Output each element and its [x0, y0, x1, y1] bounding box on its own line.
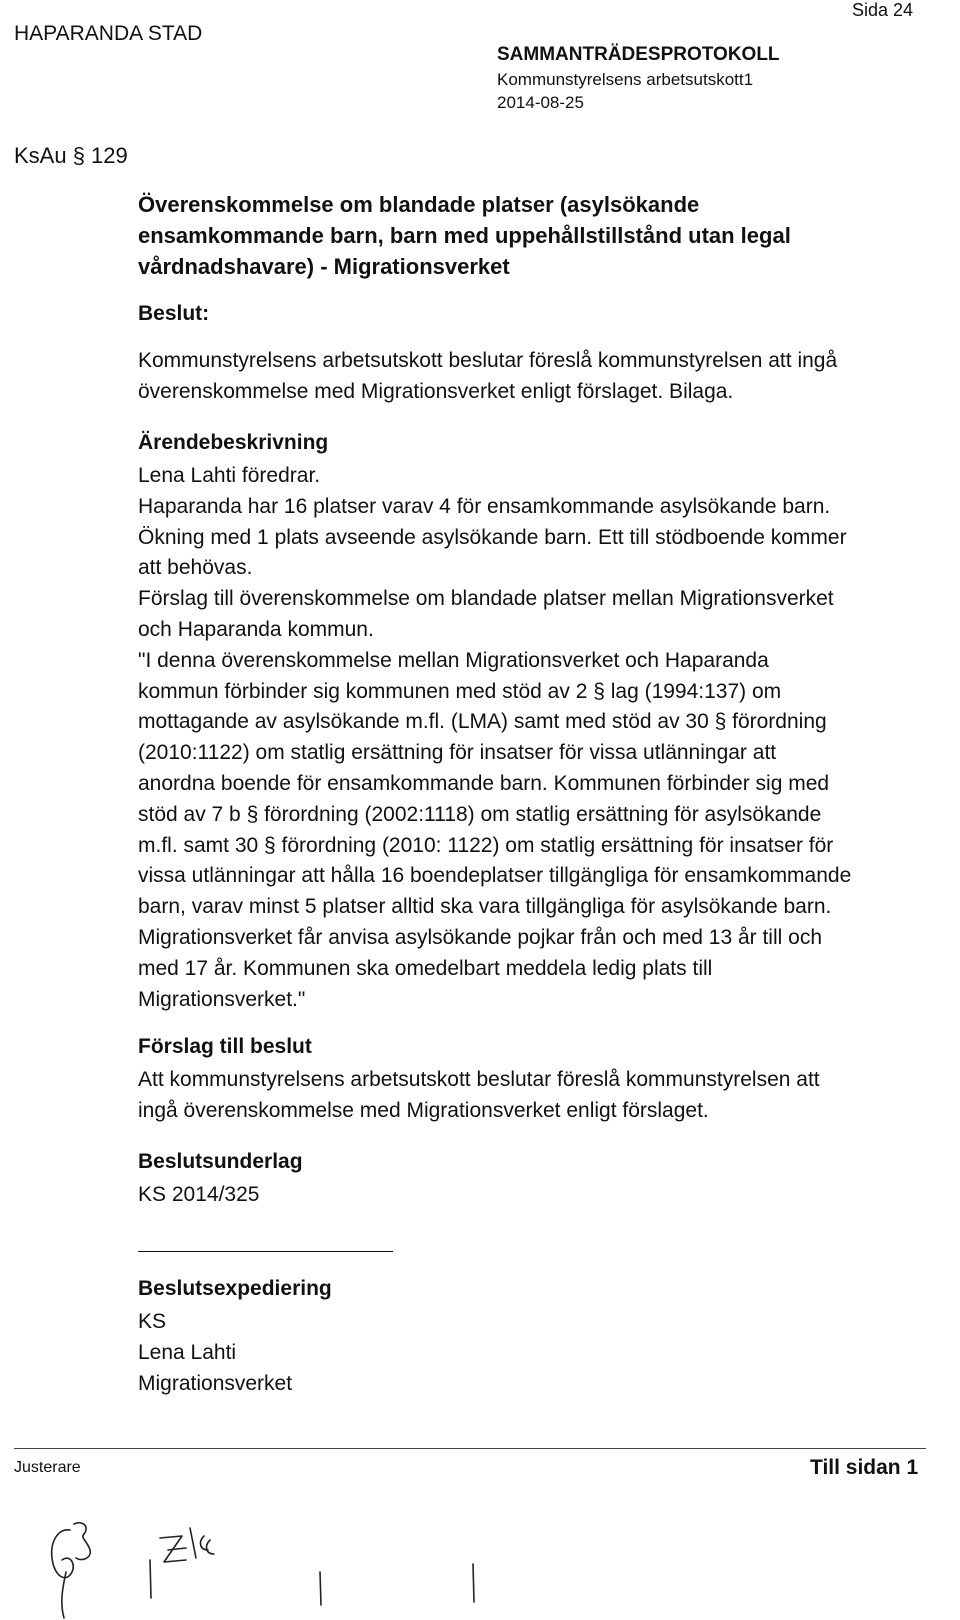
text-line: Migrationsverket." [138, 987, 306, 1011]
expediering-heading: Beslutsexpediering [138, 1277, 332, 1300]
item-title [138, 189, 791, 282]
org-name: HAPARANDA STAD [14, 22, 203, 45]
text-line: Migrationsverket [138, 1371, 293, 1395]
text-line: Haparanda har 16 platser varav 4 för ensamkommande asylsökande barn. [138, 494, 831, 518]
arende-text [138, 461, 851, 1015]
footer-rule [14, 1448, 926, 1449]
text-line: "I denna överenskommelse mellan Migrationsverket och Haparanda [138, 648, 769, 672]
text-line: ingå överenskommelse med Migrationsverket enligt förslaget. [138, 1098, 709, 1122]
text-line: KS 2014/325 [138, 1183, 260, 1206]
underlag-text [138, 1180, 259, 1211]
forslag-heading: Förslag till beslut [138, 1035, 312, 1058]
text-line: vissa utlänningar att hålla 16 boendeplatser tillgängliga för ensamkommande [138, 864, 852, 888]
justerare-label: Justerare [14, 1459, 81, 1476]
doc-type: SAMMANTRÄDESPROTOKOLL [497, 44, 780, 65]
text-line: Lena Lahti [138, 1340, 237, 1364]
text-line: och Haparanda kommun. [138, 617, 374, 641]
text-line: (2010:1122) om statlig ersättning för insatser för vissa utlänningar att [138, 741, 777, 765]
forslag-text [138, 1065, 820, 1127]
paragraph-number: KsAu § 129 [14, 143, 128, 168]
text-line: KS [138, 1310, 167, 1333]
text-line: Kommunstyrelsens arbetsutskott beslutar föreslå kommunstyrelsen att ingå [138, 349, 838, 372]
beslut-heading: Beslut: [138, 302, 210, 325]
text-line: Förslag till överenskommelse om blandade platser mellan Migrationsverket [138, 587, 834, 611]
text-line: stöd av 7 b § förordning (2002:1118) om statlig ersättning för asylsökande [138, 802, 822, 826]
signature-initials [0, 1480, 960, 1620]
beslut-text [138, 346, 837, 408]
expediering-text [138, 1307, 292, 1399]
text-line: med 17 år. Kommunen ska omedelbart meddela ledig plats till [138, 956, 713, 980]
text-line: m.fl. samt 30 § förordning (2010: 1122) om statlig ersättning för insatser för [138, 833, 834, 857]
underlag-heading: Beslutsunderlag [138, 1150, 303, 1173]
text-line: Att kommunstyrelsens arbetsutskott beslutar föreslå kommunstyrelsen att [138, 1068, 820, 1091]
committee-name: Kommunstyrelsens arbetsutskott1 [497, 70, 754, 89]
title-line: Överenskommelse om blandade platser (asylsökande [138, 192, 700, 217]
text-line: mottagande av asylsökande m.fl. (LMA) samt med stöd av 30 § förordning [138, 710, 827, 734]
meeting-date: 2014-08-25 [497, 93, 584, 112]
text-line: kommun förbinder sig kommunen med stöd av 2 § lag (1994:137) om [138, 679, 782, 703]
arende-heading: Ärendebeskrivning [138, 431, 329, 454]
text-line: att behövas. [138, 556, 253, 580]
text-line: anordna boende för ensamkommande barn. Kommunen förbinder sig med [138, 771, 830, 795]
title-line: vårdnadshavare) - Migrationsverket [138, 254, 510, 279]
text-line: överenskommelse med Migrationsverket enligt förslaget. Bilaga. [138, 379, 734, 403]
text-line: Ökning med 1 plats avseende asylsökande barn. Ett till stödboende kommer [138, 525, 847, 549]
section-divider [138, 1251, 393, 1252]
text-line: barn, varav minst 5 platser alltid ska vara tillgängliga för asylsökande barn. [138, 895, 832, 919]
page-number: Sida 24 [852, 0, 914, 20]
text-line: Migrationsverket får anvisa asylsökande pojkar från och med 13 år till och [138, 925, 822, 949]
till-sidan-label: Till sidan 1 [810, 1456, 919, 1479]
title-line: ensamkommande barn, barn med uppehållstillstånd utan legal [138, 223, 791, 248]
text-line: Lena Lahti föredrar. [138, 464, 321, 487]
